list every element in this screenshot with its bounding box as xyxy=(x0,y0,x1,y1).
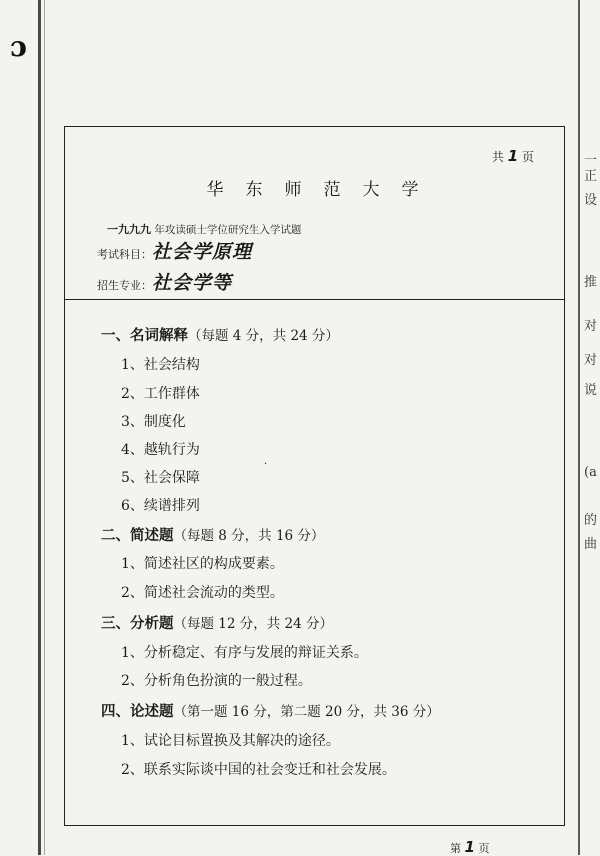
question-item: 1、社会结构 xyxy=(121,357,200,373)
margin-fragment: (a xyxy=(584,465,597,480)
margin-fragment: 推 xyxy=(584,275,598,290)
question-item: 1、分析稳定、有序与发展的辩证关系。 xyxy=(121,645,368,661)
section-heading: 三、分析题（每题 12 分，共 24 分） xyxy=(101,615,334,632)
question-item: 2、分析角色扮演的一般过程。 xyxy=(121,673,312,689)
subject-field: 考试科目：社会学原理 xyxy=(97,241,253,263)
question-item: 6、续谱排列 xyxy=(121,498,200,514)
scan-edge xyxy=(38,0,41,855)
total-pages: 共 1 页 xyxy=(491,147,534,165)
question-item: 2、联系实际谈中国的社会变迁和社会发展。 xyxy=(121,762,396,778)
exam-header xyxy=(65,127,564,300)
margin-fragment: 一 xyxy=(584,153,598,168)
margin-fragment: 说 xyxy=(584,383,598,398)
exam-title: 一九九九 年攻读硕士学位研究生入学试题 xyxy=(107,223,302,236)
margin-fragment: 对 xyxy=(584,353,598,368)
page-number: 第 1 页 xyxy=(450,838,490,856)
university-name: 华东师范大学 xyxy=(206,180,441,200)
question-item: 2、工作群体 xyxy=(121,386,200,402)
section-heading: 一、名词解释（每题 4 分，共 24 分） xyxy=(101,327,339,344)
section-heading: 四、论述题（第一题 16 分，第二题 20 分，共 36 分） xyxy=(101,703,440,720)
margin-fragment: 的 xyxy=(584,513,598,528)
margin-fragment: 曲 xyxy=(584,537,598,552)
margin-fragment: 设 xyxy=(584,193,598,208)
margin-fragment: 正 xyxy=(584,169,598,184)
question-item: 3、制度化 xyxy=(121,414,186,430)
major-handwritten: 社会学等 xyxy=(152,272,233,294)
subject-handwritten: 社会学原理 xyxy=(152,241,253,263)
speck: · xyxy=(264,459,268,470)
question-item: 5、社会保障 xyxy=(121,470,200,486)
binding-mark: ɔ xyxy=(10,30,28,63)
question-item: 1、简述社区的构成要素。 xyxy=(121,556,284,572)
exam-sheet xyxy=(64,126,565,826)
margin-fragment: 对 xyxy=(584,319,598,334)
question-item: 1、试论目标置换及其解决的途径。 xyxy=(121,733,340,749)
scan-edge xyxy=(44,0,45,855)
major-field: 招生专业：社会学等 xyxy=(97,272,233,294)
question-item: 2、简述社会流动的类型。 xyxy=(121,585,284,601)
section-heading: 二、简述题（每题 8 分，共 16 分） xyxy=(101,527,325,544)
question-item: 4、越轨行为 xyxy=(121,442,200,458)
scan-edge xyxy=(578,0,580,855)
